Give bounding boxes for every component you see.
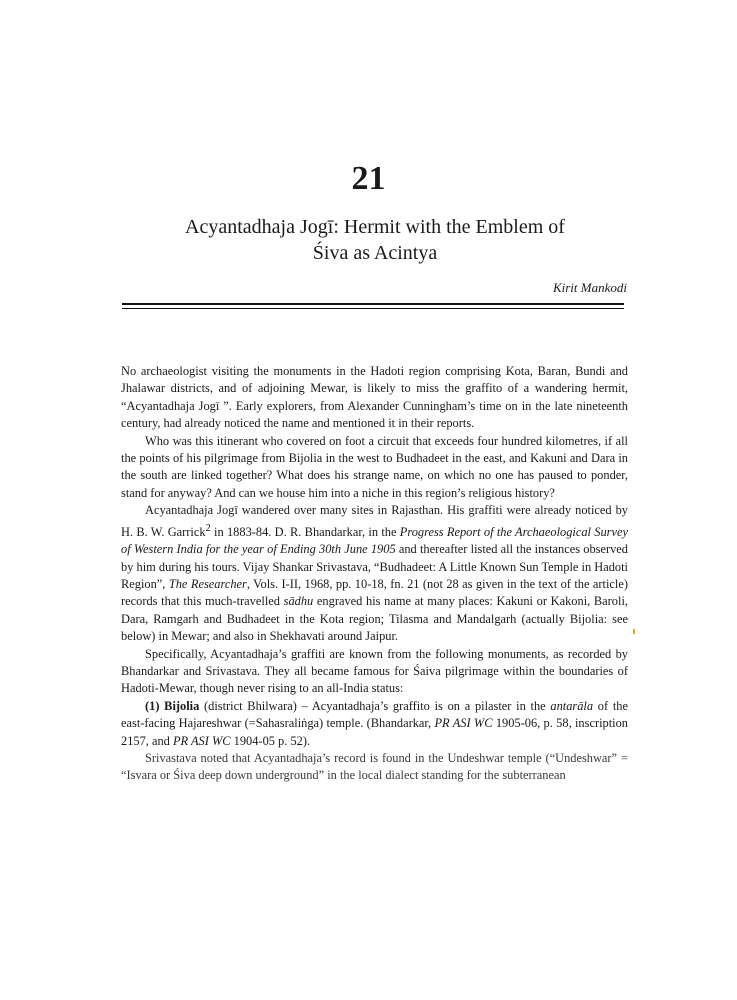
chapter-title-line-1: Acyantadhaja Jogī: Hermit with the Emblem of [185, 216, 565, 238]
chapter-title-line-2: Śiva as Acintya [312, 242, 438, 264]
paragraph-2: Who was this itinerant who covered on foot a circuit that exceeds four hundred kilometres, if all the points of his pilgrimage from Bijolia in the west to Budhadeet in the east, and Kakuni and Dara in the south are linked together? What does his strange name, on which no one has paused to ponder, stand for anyway? And can we house him into a niche in this region’s religious history? [121, 433, 628, 500]
paragraph-3 [121, 502, 628, 645]
chapter-number: 21 [351, 160, 386, 197]
p3-text-e: engraved his name at many places: Kakuni or Kakoni, Baroli, Dara, Ramgarh and Budhadeet in the Kota region; Tilasma and Mandalgarh (actually Bijolia: see below) in Mewar; and also in Shekhavati around Jaipur. [121, 594, 628, 644]
item-1-text-d: 1904-05 p. 52). [230, 733, 311, 748]
item-1-citation-1: PR ASI WC [434, 716, 493, 731]
item-1-term-antarala: antarāla [550, 698, 594, 713]
item-1-heading: (1) Bijolia [145, 698, 200, 713]
footnote-ref-2: 2 [205, 522, 211, 534]
chapter-title [160, 214, 590, 266]
paragraph-4: Specifically, Acyantadhaja’s graffiti are known from the following monuments, as recorded by Bhandarkar and Srivastava. They all became famous for Śaiva pilgrimage within the boundaries of Hadoti-Mewar, though never rising to an all-India status: [121, 646, 628, 696]
p3-text-c: and thereafter listed all the instances observed by him during his tours. Vijay Shankar Srivastava, “Budhadeet: A Little Known Sun Temple in Hadoti Region”, [121, 542, 628, 591]
list-item-bijolia [121, 698, 628, 750]
p3-text-a: Acyantadhaja Jogī wandered over many sites in Rajasthan. His graffiti were already noticed by H. B. W. Garrick [121, 503, 628, 539]
p3-text-d: , Vols. I-II, 1968, pp. 10-18, fn. 21 (not 28 as given in the text of the article) records that this much-travelled [121, 577, 628, 609]
author-name: Kirit Mankodi [552, 280, 627, 295]
paragraph-1: No archaeologist visiting the monuments in the Hadoti region comprising Kota, Baran, Bundi and Jhalawar districts, and of adjoining Mewar, is likely to miss the graffito of a wandering hermit, “Acyantadhaja Jogī ”. Early explorers, from Alexander Cunningham’s time on in the late nineteenth century, had already noticed the name and mentioned it in their reports. [121, 364, 628, 431]
item-1-text-b: of the east-facing Hajareshwar (=Sahasraliṅga) temple. (Bhandarkar, [121, 698, 629, 731]
paragraph-5: Srivastava noted that Acyantadhaja’s record is found in the Undeshwar temple (“Undeshwar” = “Isvara or Śiva deep down underground” in the local dialect standing for the subterranean [121, 751, 628, 783]
item-1-text-a: (district Bhilwara) – Acyantadhaja’s graffito is on a pilaster in the [199, 698, 551, 713]
item-1-citation-2: PR ASI WC [172, 733, 231, 748]
p3-text-b: in 1883-84. D. R. Bhandarkar, in the [210, 524, 400, 539]
scan-speck [633, 629, 635, 634]
p3-citation-progress-report: Progress Report of the Archaeological Survey of Western India for the year of Ending 30th June 1905 [121, 524, 629, 557]
header-rule-thick [122, 303, 624, 305]
p3-term-sadhu: sādhu [283, 594, 314, 609]
p3-citation-researcher: The Researcher [168, 577, 247, 591]
header-rule-thin [122, 308, 624, 309]
body-text [121, 363, 628, 785]
item-1-text-c: 1905-06, p. 58, inscription 2157, and [121, 716, 628, 748]
